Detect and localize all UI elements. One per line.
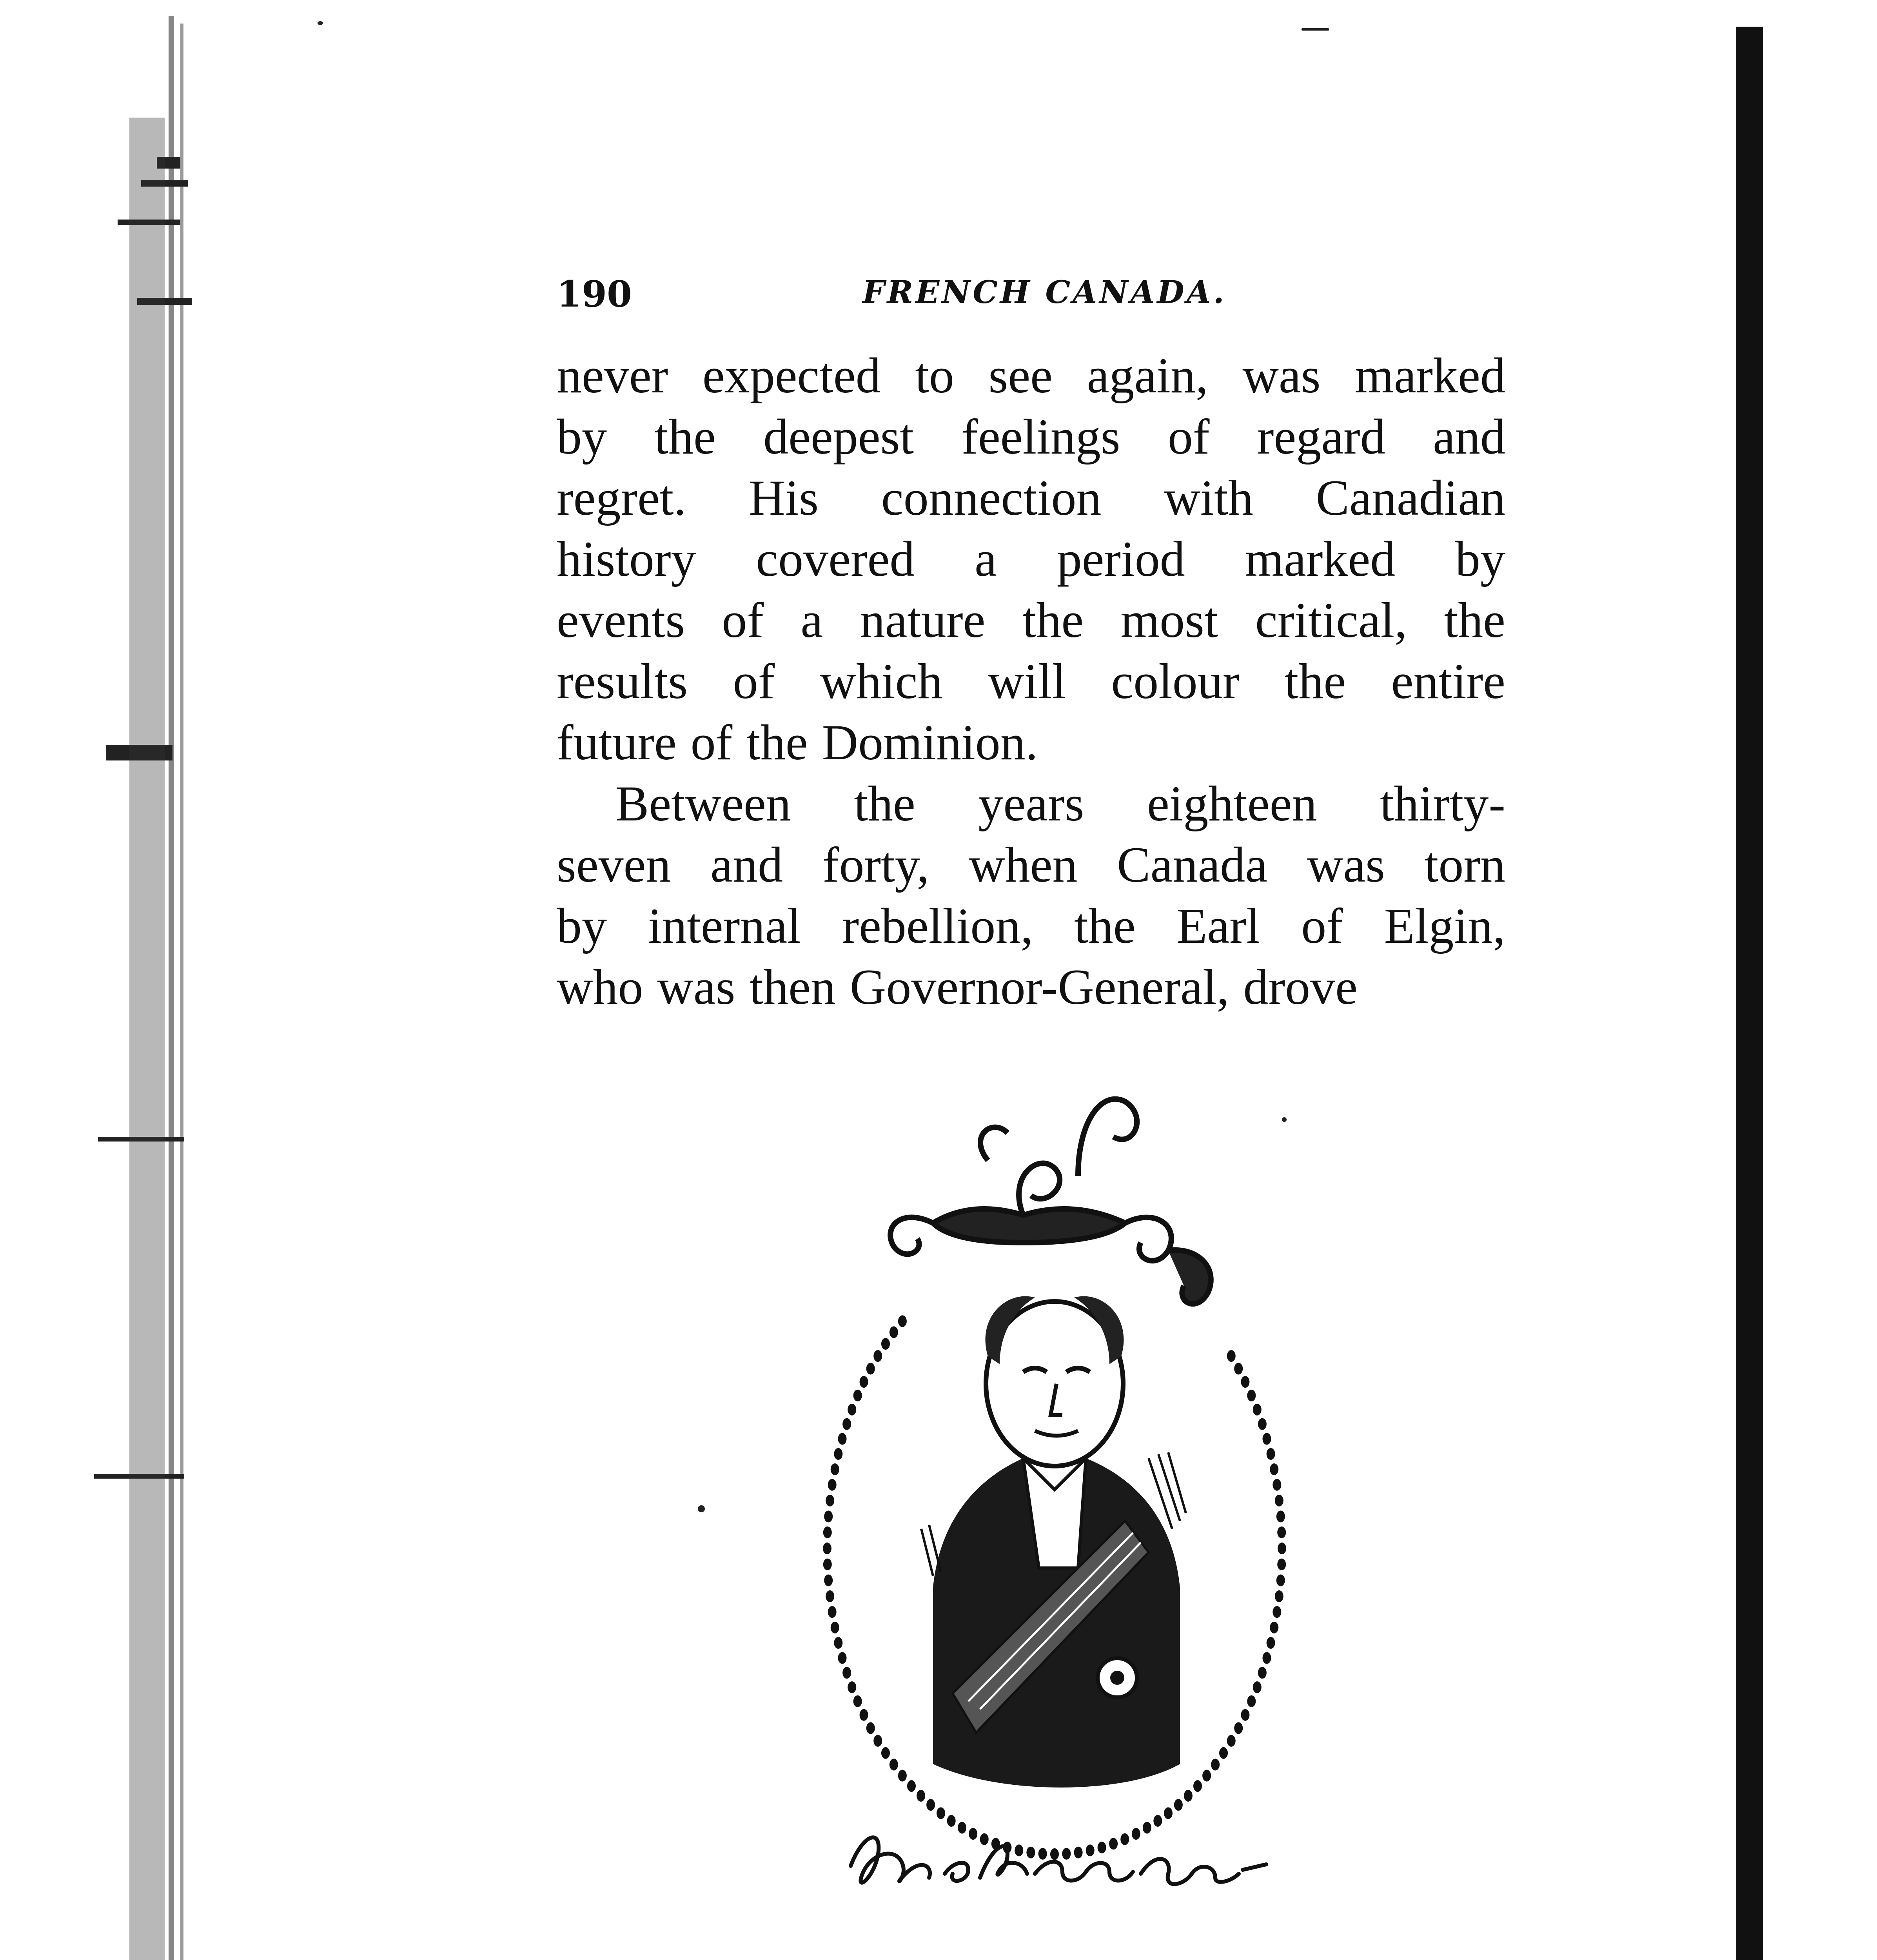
word: and xyxy=(1433,409,1505,465)
word: eighteen xyxy=(1147,776,1317,831)
frame-bead xyxy=(1227,1350,1236,1362)
word: again, xyxy=(1087,348,1208,403)
frame-bead xyxy=(860,1709,868,1721)
word: when xyxy=(969,837,1078,893)
word: was xyxy=(1242,348,1321,403)
frame-bead xyxy=(969,1828,977,1840)
frame-bead xyxy=(1174,1799,1183,1811)
word: colour xyxy=(1111,653,1240,709)
frame-bead xyxy=(873,1735,882,1747)
frame-bead xyxy=(831,1463,839,1475)
frame-bead xyxy=(1275,1495,1283,1506)
text-line xyxy=(557,651,1505,712)
scan-edge-right xyxy=(1736,27,1763,1960)
word: results xyxy=(557,653,688,709)
crown-ornament xyxy=(890,1099,1211,1304)
word: by xyxy=(1455,531,1505,587)
word: to xyxy=(915,348,954,403)
portrait-engraving xyxy=(804,1058,1352,1933)
page-number: 190 xyxy=(557,273,632,315)
word: forty, xyxy=(822,837,929,893)
frame-bead xyxy=(1262,1433,1271,1445)
word: marked xyxy=(1355,348,1505,403)
frame-bead xyxy=(1015,1844,1023,1856)
word: Elgin, xyxy=(1384,898,1505,954)
frame-bead xyxy=(1227,1735,1236,1747)
scan-speck xyxy=(318,21,323,25)
frame-bead xyxy=(1270,1463,1278,1475)
word: torn xyxy=(1424,837,1505,893)
word: who xyxy=(557,959,643,1015)
scan-speck xyxy=(1302,28,1329,31)
word: see xyxy=(988,348,1053,403)
portrait-illustration xyxy=(804,1058,1352,1933)
text-line xyxy=(557,406,1505,467)
frame-bead xyxy=(1253,1681,1262,1693)
frame-bead xyxy=(1267,1448,1275,1460)
text-line xyxy=(557,467,1505,528)
word: history xyxy=(557,531,696,587)
word: by xyxy=(557,409,607,465)
frame-bead xyxy=(1164,1808,1173,1819)
frame-bead xyxy=(834,1637,842,1649)
frame-bead xyxy=(828,1479,837,1491)
frame-bead xyxy=(1184,1790,1193,1802)
frame-bead xyxy=(1273,1479,1281,1491)
text-line xyxy=(557,590,1505,651)
frame-bead xyxy=(1062,1848,1071,1860)
frame-bead xyxy=(838,1433,847,1445)
frame-bead xyxy=(1262,1652,1271,1664)
frame-bead xyxy=(826,1495,834,1506)
word: events xyxy=(557,592,685,648)
frame-bead xyxy=(889,1759,898,1771)
frame-bead xyxy=(853,1695,862,1707)
word: will xyxy=(988,653,1066,709)
word: of xyxy=(1167,409,1210,465)
word: of xyxy=(690,715,733,770)
frame-bead xyxy=(1278,1543,1286,1554)
word: the xyxy=(1022,592,1084,648)
frame-bead xyxy=(1026,1847,1035,1858)
word: nature xyxy=(860,592,986,648)
frame-bead xyxy=(980,1833,989,1845)
paragraph xyxy=(557,345,1505,773)
frame-bead xyxy=(1153,1815,1162,1827)
text-line xyxy=(557,345,1505,406)
frame-bead xyxy=(1050,1848,1059,1860)
word: covered xyxy=(756,531,915,587)
frame-bead xyxy=(842,1418,851,1430)
frame-bead xyxy=(1109,1838,1118,1849)
frame-bead xyxy=(860,1376,868,1388)
frame-bead xyxy=(1234,1722,1243,1734)
frame-bead xyxy=(842,1667,851,1679)
text-line xyxy=(557,712,1505,773)
word: entire xyxy=(1391,653,1505,709)
word: marked xyxy=(1245,531,1396,587)
frame-bead xyxy=(926,1799,935,1811)
text-line xyxy=(557,773,1505,834)
frame-bead xyxy=(1275,1590,1283,1602)
frame-bead xyxy=(1219,1747,1228,1759)
running-header xyxy=(557,270,1505,321)
text-line xyxy=(557,834,1505,895)
frame-bead xyxy=(848,1681,856,1693)
word: was xyxy=(657,959,735,1015)
frame-bead xyxy=(824,1575,833,1586)
frame-bead xyxy=(958,1822,966,1834)
word: the xyxy=(854,776,915,831)
word: most xyxy=(1120,592,1218,648)
frame-bead xyxy=(848,1404,856,1416)
frame-bead xyxy=(1247,1390,1256,1401)
scan-edge-left xyxy=(39,0,243,1960)
word: then xyxy=(749,959,836,1015)
word: and xyxy=(710,837,783,893)
word: future xyxy=(557,715,677,770)
portrait-figure xyxy=(921,1296,1186,1788)
paragraph xyxy=(557,773,1505,1018)
frame-bead xyxy=(824,1510,833,1522)
word: internal xyxy=(648,898,801,954)
frame-bead xyxy=(907,1780,916,1792)
word: connection xyxy=(881,470,1102,526)
frame-bead xyxy=(1270,1622,1278,1633)
frame-bead xyxy=(1253,1404,1262,1416)
body-text xyxy=(557,345,1505,1018)
scan-speck xyxy=(698,1505,705,1512)
frame-bead xyxy=(1273,1606,1281,1618)
word: the xyxy=(1074,898,1136,954)
word: the xyxy=(746,715,808,770)
frame-bead xyxy=(1267,1637,1275,1649)
word: Earl xyxy=(1176,898,1260,954)
word: critical, xyxy=(1255,592,1407,648)
frame-bead xyxy=(826,1590,834,1602)
word: a xyxy=(975,531,997,587)
word: the xyxy=(1284,653,1346,709)
frame-bead xyxy=(1258,1418,1267,1430)
frame-bead xyxy=(1098,1842,1106,1853)
word: rebellion, xyxy=(842,898,1033,954)
frame-bead xyxy=(1074,1847,1083,1858)
word: of xyxy=(722,592,764,648)
word: the xyxy=(1444,592,1505,648)
word: thirty- xyxy=(1380,776,1505,831)
frame-bead xyxy=(866,1722,875,1734)
word: which xyxy=(820,653,943,709)
frame-bead xyxy=(889,1326,898,1338)
frame-bead xyxy=(828,1606,837,1618)
word: by xyxy=(557,898,607,954)
frame-bead xyxy=(1120,1833,1129,1845)
frame-bead xyxy=(838,1652,847,1664)
word: the xyxy=(654,409,716,465)
frame-bead xyxy=(1276,1575,1285,1586)
word: Canadian xyxy=(1316,470,1505,526)
word: was xyxy=(1307,837,1385,893)
frame-bead xyxy=(831,1622,839,1633)
word: drove xyxy=(1243,959,1358,1015)
frame-bead xyxy=(823,1543,831,1554)
word: feelings xyxy=(961,409,1120,465)
word: never xyxy=(557,348,668,403)
frame-bead xyxy=(881,1338,890,1350)
text-line xyxy=(557,528,1505,590)
frame-bead xyxy=(853,1390,862,1401)
word: deepest xyxy=(763,409,914,465)
frame-bead xyxy=(1277,1526,1286,1538)
word: expected xyxy=(702,348,881,403)
frame-bead xyxy=(1038,1848,1047,1860)
frame-bead xyxy=(823,1559,832,1570)
frame-bead xyxy=(1202,1770,1211,1782)
word: of xyxy=(733,653,775,709)
frame-bead xyxy=(881,1747,890,1759)
frame-bead xyxy=(1143,1822,1151,1834)
frame-bead xyxy=(1193,1780,1202,1792)
word: a xyxy=(801,592,823,648)
frame-bead xyxy=(1241,1376,1249,1388)
frame-bead xyxy=(1241,1709,1249,1721)
frame-bead xyxy=(937,1808,945,1819)
frame-bead xyxy=(1086,1844,1095,1856)
word: regret. xyxy=(557,470,686,526)
frame-bead xyxy=(1276,1510,1285,1522)
frame-bead xyxy=(898,1315,907,1327)
frame-bead xyxy=(873,1350,882,1362)
frame-bead xyxy=(917,1790,925,1802)
word: His xyxy=(749,470,819,526)
text-line xyxy=(557,895,1505,956)
frame-bead xyxy=(823,1526,832,1538)
word: years xyxy=(978,776,1084,831)
word: regard xyxy=(1257,409,1385,465)
word: with xyxy=(1164,470,1253,526)
signature-handwriting xyxy=(851,1837,1266,1884)
word: Between xyxy=(615,776,791,831)
word: Governor-General, xyxy=(850,959,1229,1015)
word: Dominion. xyxy=(822,715,1038,770)
frame-bead xyxy=(1132,1828,1140,1840)
frame-bead xyxy=(1211,1759,1220,1771)
word: period xyxy=(1056,531,1185,587)
frame-bead xyxy=(866,1363,875,1375)
frame-bead xyxy=(1247,1695,1256,1707)
word: of xyxy=(1301,898,1343,954)
frame-bead xyxy=(1234,1363,1243,1375)
word: seven xyxy=(557,837,671,893)
frame-bead xyxy=(1258,1667,1267,1679)
frame-bead xyxy=(1277,1559,1286,1570)
text-line xyxy=(557,956,1505,1018)
running-title: FRENCH CANADA. xyxy=(862,274,1227,310)
frame-bead xyxy=(898,1770,907,1782)
word: Canada xyxy=(1117,837,1268,893)
frame-bead xyxy=(834,1448,842,1460)
frame-bead xyxy=(947,1815,956,1827)
